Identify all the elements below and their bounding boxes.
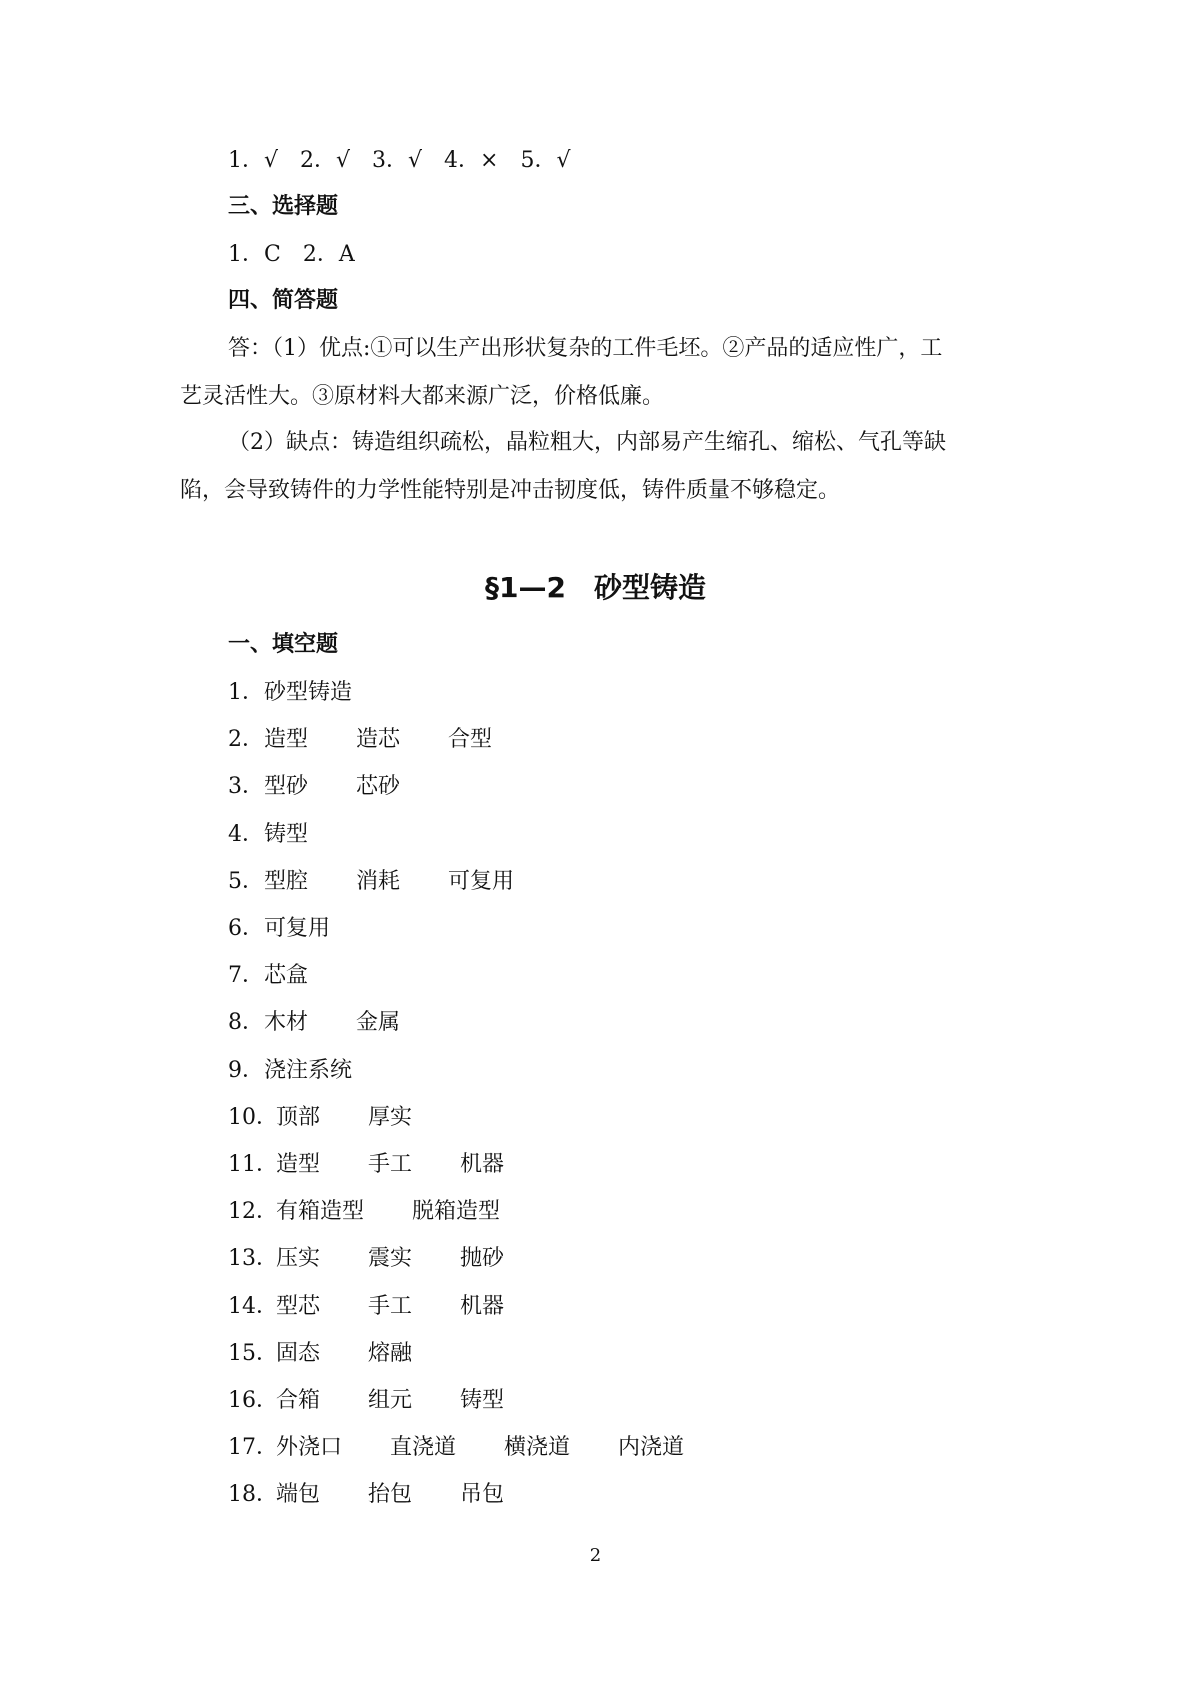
- item-number: 9．: [228, 1057, 264, 1083]
- list-item: [228, 820, 356, 850]
- answer-text: 芯盒: [264, 963, 309, 989]
- short-answer-line: 艺灵活性大。③原材料大都来源广泛，价格低廉。: [180, 384, 665, 409]
- answer-text: 合型: [448, 727, 493, 753]
- answer-text: 消耗: [356, 868, 401, 894]
- list-item: [228, 1008, 448, 1038]
- item-number: 4．: [228, 821, 264, 847]
- multiple-choice-answers: 1．C 2．A: [228, 242, 355, 267]
- answer-text: 可复用: [264, 916, 331, 941]
- answer-text: 合箱: [276, 1388, 321, 1413]
- answer-text: 型芯: [276, 1293, 321, 1319]
- list-item: [228, 725, 540, 755]
- answer-text: 造型: [264, 727, 309, 753]
- section-heading-multiple-choice: 三、选择题: [228, 194, 339, 219]
- item-number: 8．: [228, 1010, 264, 1036]
- answer-text: 抛砂: [460, 1246, 505, 1272]
- answer-text: 顶部: [276, 1104, 321, 1130]
- list-item: [228, 1339, 460, 1369]
- list-item: [228, 961, 356, 991]
- answer-text: 震实: [368, 1246, 413, 1272]
- answer-text: 木材: [264, 1010, 309, 1036]
- answer-text: 吊包: [460, 1482, 505, 1508]
- answer-text: 厚实: [368, 1104, 413, 1130]
- section-heading-short-answer: 四、简答题: [228, 288, 339, 313]
- item-number: 11．: [228, 1152, 278, 1177]
- answer-text: 抬包: [368, 1482, 413, 1508]
- answer-text: 有箱造型: [276, 1199, 365, 1225]
- item-number: 16．: [228, 1388, 278, 1413]
- answer-text: 铸型: [264, 821, 309, 847]
- answer-text: 金属: [356, 1010, 401, 1036]
- item-number: 17．: [228, 1435, 278, 1461]
- answer-text: 内浇道: [618, 1435, 685, 1461]
- item-number: 5．: [228, 868, 264, 894]
- answer-text: 机器: [460, 1293, 505, 1319]
- section-title: §1—2 砂型铸造: [485, 571, 706, 604]
- item-number: 6．: [228, 916, 264, 941]
- answer-text: 手工: [368, 1152, 413, 1177]
- list-item: [228, 1103, 460, 1133]
- item-number: 15．: [228, 1340, 278, 1366]
- answer-text: 造型: [276, 1152, 321, 1177]
- list-item: [228, 1150, 552, 1180]
- item-number: 10．: [228, 1104, 278, 1130]
- answer-text: 脱箱造型: [412, 1199, 501, 1225]
- answer-text: 芯砂: [356, 774, 401, 800]
- answer-text: 浇注系统: [264, 1057, 353, 1083]
- list-item: [228, 1197, 548, 1227]
- list-item: [228, 1386, 552, 1416]
- short-answer-line: （2）缺点：铸造组织疏松，晶粒粗大，内部易产生缩孔、缩松、气孔等缺: [228, 430, 946, 455]
- list-item: [228, 1056, 400, 1086]
- item-number: 3．: [228, 774, 264, 800]
- answer-text: 机器: [460, 1152, 505, 1177]
- answer-text: 组元: [368, 1388, 413, 1413]
- answer-text: 固态: [276, 1340, 321, 1366]
- answer-text: 砂型铸造: [264, 680, 353, 705]
- item-number: 1．: [228, 680, 264, 705]
- list-item: [228, 772, 448, 802]
- answer-text: 端包: [276, 1482, 321, 1508]
- answer-text: 型腔: [264, 868, 309, 894]
- answer-text: 可复用: [448, 868, 515, 894]
- list-item: [228, 1433, 732, 1463]
- list-item: [228, 914, 378, 944]
- list-item: [228, 1292, 552, 1322]
- answer-text: 压实: [276, 1246, 321, 1272]
- list-item: [228, 1244, 552, 1274]
- judgement-answers: 1．√ 2．√ 3．√ 4．× 5．√: [228, 148, 571, 173]
- answer-text: 直浇道: [390, 1435, 457, 1461]
- list-item: [228, 678, 400, 708]
- answer-text: 铸型: [460, 1388, 505, 1413]
- item-number: 14．: [228, 1293, 278, 1319]
- list-item: [228, 1480, 552, 1510]
- answer-text: 手工: [368, 1293, 413, 1319]
- item-number: 2．: [228, 727, 264, 753]
- section-heading-fill-in: 一、填空题: [228, 632, 339, 657]
- page-number: 2: [589, 1545, 602, 1566]
- answer-text: 横浇道: [504, 1435, 571, 1461]
- answer-text: 造芯: [356, 727, 401, 753]
- item-number: 12．: [228, 1199, 278, 1225]
- short-answer-line: 答：（1）优点:①可以生产出形状复杂的工件毛坯。②产品的适应性广，工: [228, 336, 943, 361]
- answer-text: 熔融: [368, 1340, 413, 1366]
- item-number: 18．: [228, 1482, 278, 1508]
- answer-text: 型砂: [264, 774, 309, 800]
- short-answer-line: 陷，会导致铸件的力学性能特别是冲击韧度低，铸件质量不够稳定。: [180, 478, 841, 503]
- item-number: 13．: [228, 1246, 278, 1272]
- item-number: 7．: [228, 963, 264, 989]
- list-item: [228, 867, 562, 897]
- answer-text: 外浇口: [276, 1435, 343, 1461]
